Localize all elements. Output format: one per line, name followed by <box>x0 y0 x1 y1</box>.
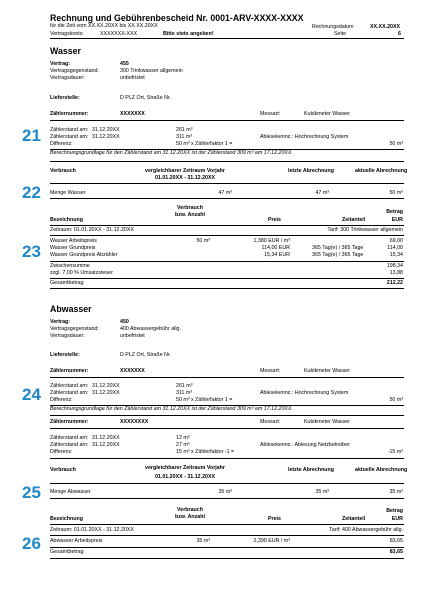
item-name: Wasser Arbeitspreis <box>50 238 97 244</box>
reading-date: 31.12.20XX <box>92 134 120 140</box>
reading2-value: 27 m³ <box>176 442 190 448</box>
item-price: 15,34 EUR <box>264 252 290 258</box>
gegenstand-label: Vertragsgegenstand: <box>50 326 99 332</box>
col-betrag-2: EUR <box>391 217 403 223</box>
differenz-calc: 50 m³ x Zählerfaktor 1 = <box>176 141 233 147</box>
vertrag-label: Vertrag: <box>50 61 71 67</box>
aktuelle-abrechnung-header: aktuelle Abrechnung <box>355 467 408 473</box>
gegenstand-label: Vertragsgegenstand: <box>50 68 99 74</box>
reading-label: Zählerstand am: <box>50 134 89 140</box>
zaehlernummer-value: XXXXXXX <box>120 111 145 117</box>
col-zeitanteil: Zeitanteil <box>342 516 366 522</box>
tarif: Tarif: 300 Trinkwasser allgemein <box>327 227 403 233</box>
reading-date: 31.12.20XX <box>92 383 120 389</box>
marker-21: 21 <box>22 126 41 145</box>
lieferstelle-value: D PLZ Ort, Straße Nr. <box>120 95 171 101</box>
messart2-value: Kubikmeter Wasser <box>304 419 351 425</box>
marker-26: 26 <box>22 534 41 553</box>
messart-label: Messart: <box>260 368 281 374</box>
item-amount: 114,00 <box>387 245 403 251</box>
zaehlernummer-label: Zählernummer: <box>50 368 89 374</box>
reading-value: 311 m³ <box>176 390 193 396</box>
reading-label: Zählerstand am: <box>50 383 89 389</box>
account-label: Vertragskonto <box>50 31 83 37</box>
differenz-calc: 50 m³ x Zählerfaktor 1 = <box>176 397 233 403</box>
item-share: 365 Tag(e) / 365 Tage <box>312 252 364 258</box>
verbrauch-header: Verbrauch <box>50 168 76 174</box>
messart-value: Kubikmeter Wasser <box>304 111 351 117</box>
reading-date: 31.12.20XX <box>92 127 120 133</box>
col-preis: Preis <box>268 217 281 223</box>
tarif: Tarif: 400 Abwassergebühr allg. <box>329 527 403 533</box>
gesamt-label: Gesamtbetrag <box>50 280 84 286</box>
zaehlernummer2-value: XXXXXXXX <box>120 419 149 425</box>
reading2-extra: Ablesekennz.: Ablesung Netzbetreiber <box>260 442 350 448</box>
menge-label: Menge Abwasser <box>50 489 91 495</box>
invoice-title: Rechnung und Gebührenbescheid Nr. 0001-ARV-XXXX-XXXX <box>50 13 304 23</box>
reading-value: 311 m³ <box>176 134 193 140</box>
ust-label: zzgl. 7,00 % Umsatzsteuer <box>50 270 113 276</box>
item-price: 114,00 EUR <box>261 245 290 251</box>
col-betrag-2: EUR <box>391 516 403 522</box>
verbrauch-vorjahr-header: vergleichbarer Zeitraum Vorjahr <box>145 465 225 471</box>
dauer-value: unbefristet <box>120 75 145 81</box>
menge-aktuell: 35 m³ <box>389 489 403 495</box>
menge-vorjahr: 47 m³ <box>218 190 232 196</box>
reading-value: 261 m³ <box>176 383 193 389</box>
col-verbrauch-2: bzw. Anzahl <box>175 514 205 520</box>
vertrag-value: 450 <box>120 319 129 325</box>
marker-24: 24 <box>22 385 41 404</box>
vertrag-label: Vertrag: <box>50 319 71 325</box>
differenz-label: Differenz: <box>50 141 73 147</box>
marker-25: 25 <box>22 483 41 502</box>
reading-date: 31.12.20XX <box>92 390 120 396</box>
reading-label: Zählerstand am: <box>50 390 89 396</box>
col-bezeichnung: Bezeichnung <box>50 217 83 223</box>
gesamt-value: 212,22 <box>386 280 403 286</box>
account-value: XXXXXXX-XXX <box>100 31 138 37</box>
vertrag-value: 455 <box>120 61 129 67</box>
verbrauch-header: Verbrauch <box>50 467 76 473</box>
calculation-note: Berechnungsgrundlage für den Zählerstand am 31.12.20XX ist der Zählerstand 309 m³ am 17.12.20XX. <box>50 406 293 412</box>
verbrauch-vorjahr-period: 01.01.20XX - 31.12.20XX <box>154 474 216 480</box>
reading2-date: 31.12.20XX <box>92 442 120 448</box>
gegenstand-value: 300 Trinkwasser allgemein <box>120 68 183 74</box>
lieferstelle-value: D PLZ Ort, Straße Nr. <box>120 352 171 358</box>
messart-label: Messart: <box>260 111 281 117</box>
date-label: Rechnungsdatum <box>312 24 354 30</box>
differenz2-calc: 15 m³ x Zählerfaktor -1 = <box>176 449 235 455</box>
differenz2-value: -15 m³ <box>387 449 403 455</box>
reading2-label: Zählerstand am: <box>50 442 89 448</box>
dauer-label: Vertragsdauer: <box>50 333 85 339</box>
reading-value: 261 m³ <box>176 127 193 133</box>
item-qty: 35 m³ <box>196 538 210 544</box>
gesamt-label: Gesamtbetrag <box>50 549 84 555</box>
marker-23: 23 <box>22 242 41 261</box>
account-notice: Bitte stets angeben! <box>163 31 214 37</box>
col-bezeichnung: Bezeichnung <box>50 516 83 522</box>
differenz2-label: Differenz: <box>50 449 73 455</box>
differenz-value: 50 m³ <box>389 141 403 147</box>
col-verbrauch-2: bzw. Anzahl <box>175 212 205 218</box>
zeitraum: Zeitraum: 01.01.20XX - 31.12.20XX <box>50 527 134 533</box>
item-share: 365 Tag(e) / 365 Tage <box>312 245 364 251</box>
reading2-label: Zählerstand am: <box>50 435 89 441</box>
letzte-abrechnung-header: letzte Abrechnung <box>288 168 335 174</box>
item-price: 2,390 EUR / m³ <box>253 538 290 544</box>
verbrauch-vorjahr-period: 01.01.20XX - 31.12.20XX <box>154 175 216 181</box>
differenz-value: 50 m³ <box>389 397 403 403</box>
item-amount: 83,65 <box>389 538 403 544</box>
reading-label: Zählerstand am: <box>50 127 89 133</box>
menge-aktuell: 50 m³ <box>389 190 403 196</box>
reading2-value: 12 m³ <box>176 435 190 441</box>
reading-extra: Ablesekennz.: Hochrechnung System <box>260 390 349 396</box>
zaehlernummer2-label: Zählernummer: <box>50 419 89 425</box>
section-title-abwasser: Abwasser <box>50 304 92 314</box>
zwischensumme-label: Zwischensumme <box>50 263 90 269</box>
gesamt-value: 83,65 <box>389 549 403 555</box>
reading2-date: 31.12.20XX <box>92 435 120 441</box>
verbrauch-vorjahr-header: vergleichbarer Zeitraum Vorjahr <box>145 168 225 174</box>
zeitraum: Zeitraum: 01.01.20XX - 31.12.20XX <box>50 227 134 233</box>
page-label: Seite <box>334 31 347 37</box>
item-name: Wasser Grundpreis Abzähler <box>50 252 118 258</box>
reading-extra: Ablesekennz.: Hochrechnung System <box>260 134 349 140</box>
zwischensumme-value: 198,34 <box>386 263 403 269</box>
col-zeitanteil: Zeitanteil <box>342 217 366 223</box>
lieferstelle-label: Lieferstelle: <box>50 95 80 101</box>
ust-value: 13,88 <box>389 270 403 276</box>
item-amount: 15,34 <box>389 252 403 258</box>
menge-letzte: 35 m³ <box>315 489 329 495</box>
differenz-label: Differenz: <box>50 397 73 403</box>
date-value: XX.XX.20XX <box>370 24 401 30</box>
col-preis: Preis <box>268 516 281 522</box>
messart2-label: Messart: <box>260 419 281 425</box>
zaehlernummer-value: XXXXXXX <box>120 368 145 374</box>
zaehlernummer-label: Zählernummer: <box>50 111 89 117</box>
gegenstand-value: 400 Abwassergebühr allg. <box>120 326 181 332</box>
col-betrag-1: Betrag <box>386 209 403 215</box>
marker-22: 22 <box>22 183 41 202</box>
item-name: Wasser Grundpreis <box>50 245 96 251</box>
letzte-abrechnung-header: letzte Abrechnung <box>288 467 335 473</box>
item-name: Abwasser Arbeitspreis <box>50 538 103 544</box>
lieferstelle-label: Lieferstelle: <box>50 352 80 358</box>
messart-value: Kubikmeter Wasser <box>304 368 351 374</box>
item-qty: 50 m³ <box>196 238 210 244</box>
menge-letzte: 47 m³ <box>315 190 329 196</box>
dauer-value: unbefristet <box>120 333 145 339</box>
page-number: 6 <box>398 31 401 37</box>
col-verbrauch-1: Verbrauch <box>177 205 203 211</box>
col-betrag-1: Betrag <box>386 508 403 514</box>
section-title-wasser: Wasser <box>50 46 81 56</box>
item-price: 1,380 EUR / m³ <box>253 238 290 244</box>
menge-label: Menge Wasser <box>50 190 86 196</box>
dauer-label: Vertragsdauer: <box>50 75 85 81</box>
menge-vorjahr: 35 m³ <box>218 489 232 495</box>
calculation-note: Berechnungsgrundlage für den Zählerstand am 31.12.20XX ist der Zählerstand 309 m³ am 17.12.20XX. <box>50 150 293 156</box>
item-amount: 69,00 <box>389 238 403 244</box>
col-verbrauch-1: Verbrauch <box>177 507 203 513</box>
aktuelle-abrechnung-header: aktuelle Abrechnung <box>355 168 408 174</box>
invoice-period: für die Zeit vom XX.XX.20XX bis XX.XX.20XX <box>50 23 158 29</box>
